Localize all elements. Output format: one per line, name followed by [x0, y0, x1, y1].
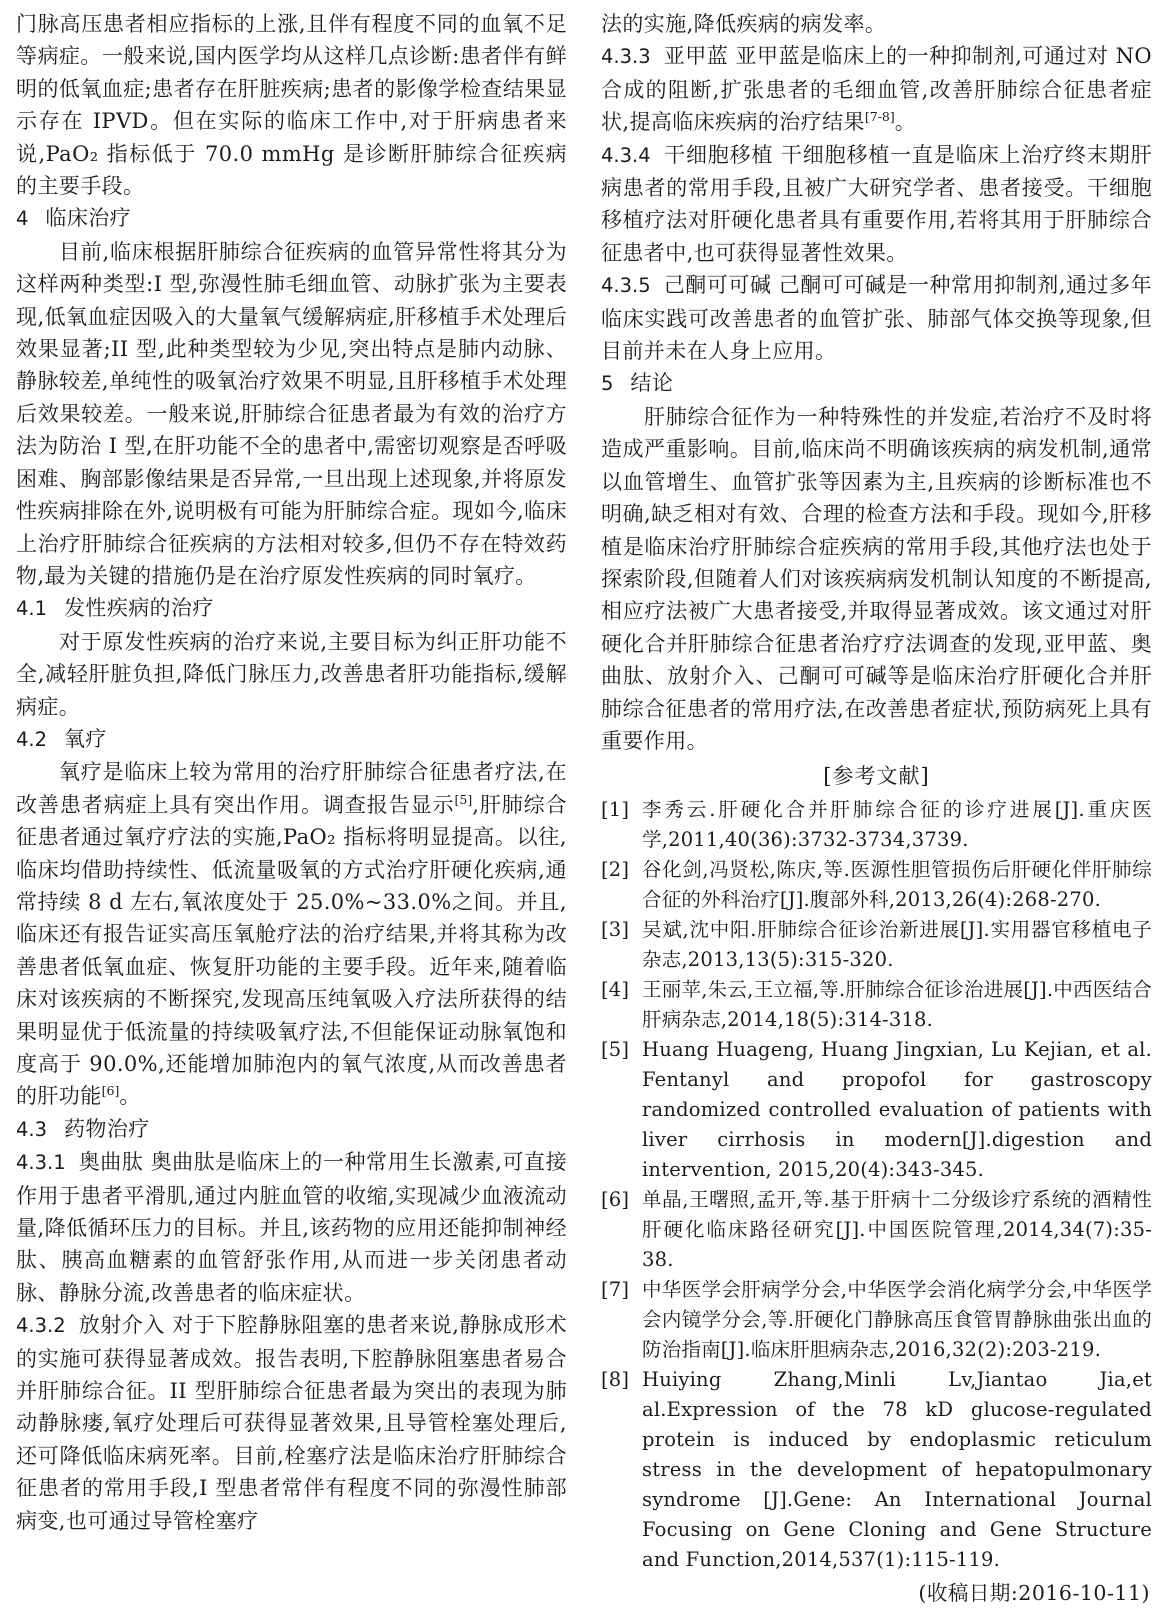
reference-item — [601, 1275, 1152, 1365]
paragraph-text: 对于原发性疾病的治疗来说,主要目标为纠正肝功能不全,减轻肝脏负担,降低门脉压力,改善患者肝功能指标,缓解病症。 — [16, 629, 567, 719]
paragraph-text: 氧疗是临床上较为常用的治疗肝肺综合征患者疗法,在改善患者病症上具有突出作用。调查报告显示 — [16, 760, 567, 817]
section-title: 发性疾病的治疗 — [64, 596, 214, 621]
section-heading — [16, 592, 567, 625]
paragraph-text: ,肝肺综合征患者通过氧疗疗法的实施,PaO₂ 指标将明显提高。以往,临床均借助持续性、低流量吸氧的方式治疗肝硬化疾病,通常持续 8 d 左右,氧浓度处于 25.0%~33.0%之间。并且,临床还有报告证实高压氧舱疗法的治疗结果,并将其称为改善患者低氧血症、恢复肝功能的主要手段。近年来,随着临床对该疾病的不断探究,发现高压纯氧吸入疗法所获得的结果明显优于低流量的持续吸氧疗法,不但能保证动脉氧饱和度高于 90.0%,还能增加肺泡内的氧气浓度,从而改善患者的肝功能 — [16, 792, 567, 1109]
section-number: 4.3 — [16, 1117, 48, 1141]
body-paragraph — [16, 756, 567, 1112]
reference-marker: [6] — [601, 1188, 630, 1212]
paragraph-text: 肝肺综合征作为一种特殊性的并发症,若治疗不及时将造成严重影响。目前,临床尚不明确该疾病的病发机制,通常以血管增生、血管扩张等因素为主,且疾病的诊断标准也不明确,缺乏相对有效、合理的检查方法和手段。现如今,肝移植是临床治疗肝肺综合症疾病的常用手段,其他疗法也处于探索阶段,但随着人们对该疾病病发机制认知度的不断提高,相应疗法被广大患者接受,并取得显著成效。该文通过对肝硬化合并肝肺综合征患者治疗疗法调查的发现,亚甲蓝、奥曲肽、放射介入、己酮可可碱等是临床治疗肝硬化合并肝肺综合征患者的常用疗法,在改善患者症状,预防病死上具有重要作用。 — [601, 404, 1152, 753]
citation-superscript: [6] — [101, 1083, 120, 1099]
section-heading — [601, 367, 1152, 400]
reference-text: 单晶,王曙照,孟开,等.基于肝病十二分级诊疗系统的酒精性肝硬化临床路径研究[J].中国医院管理,2014,34(7):35-38. — [642, 1188, 1152, 1272]
reference-item — [601, 855, 1152, 915]
reference-item — [601, 1365, 1152, 1575]
reference-item — [601, 1185, 1152, 1275]
paragraph-text: 目前,临床根据肝肺综合征疾病的血管异常性将其分为这样两种类型:I 型,弥漫性肺毛细血管、动脉扩张为主要表现,低氧血症因吸入的大量氧气缓解病症,肝移植手术处理后效果显著;II 型,此种类型较为少见,突出特点是肺内动脉、静脉较差,单纯性的吸氧治疗效果不明显,且肝移植手术处理后效果较差。一般来说,肝肺综合征患者最为有效的治疗方法为防治 I 型,在肝功能不全的患者中,需密切观察是否呼吸困难、胸部影像结果是否异常,一旦出现上述现象,并将原发性疾病排除在外,说明极有可能为肝肺综合症。现如今,临床上治疗肝肺综合征疾病的方法相对较多,但仍不存在特效药物,最为关键的措施仍是在治疗原发性疾病的同时氧疗。 — [16, 239, 567, 588]
paragraph-text: 己酮可可碱 己酮可可碱是一种常用抑制剂,通过多年临床实践可改善患者的血管扩张、肺部气体交换等现象,但目前并未在人身上应用。 — [601, 273, 1152, 364]
citation-superscript: [7-8] — [864, 109, 895, 125]
reference-item — [601, 975, 1152, 1035]
body-paragraph — [16, 236, 567, 592]
body-paragraph — [16, 8, 567, 202]
section-title: 氧疗 — [64, 726, 107, 751]
section-heading — [16, 1113, 567, 1146]
reference-text: 中华医学会肝病学分会,中华医学会消化病学分会,中华医学会内镜学分会,等.肝硬化门静脉高压食管胃静脉曲张出血的防治指南[J].临床肝胆病杂志,2016,32(2):203-219. — [642, 1278, 1152, 1362]
subsection-number: 4.3.2 — [16, 1314, 66, 1338]
body-paragraph — [16, 1146, 567, 1309]
section-number: 5 — [601, 372, 614, 396]
subsection-number: 4.3.1 — [16, 1151, 66, 1175]
body-paragraph — [16, 1309, 567, 1537]
citation-superscript: [5] — [454, 791, 473, 807]
reference-marker: [2] — [601, 858, 630, 882]
paragraph-text: 。 — [894, 110, 917, 135]
right-text-column — [601, 8, 1152, 1608]
section-title: 临床治疗 — [45, 206, 132, 231]
reference-marker: [4] — [601, 978, 630, 1002]
body-paragraph — [601, 139, 1152, 270]
section-title: 结论 — [630, 371, 674, 396]
reference-marker: [8] — [601, 1368, 630, 1392]
body-paragraph — [601, 269, 1152, 367]
body-paragraph — [601, 401, 1152, 757]
reference-marker: [3] — [601, 918, 630, 942]
subsection-number: 4.3.3 — [601, 45, 651, 69]
paragraph-text: 门脉高压患者相应指标的上涨,且伴有程度不同的血氧不足等病症。一般来说,国内医学均从这样几点诊断:患者伴有鲜明的低氧血症;患者存在肝脏疾病;患者的影像学检查结果显示存在 IPVD。但在实际的临床工作中,对于肝病患者来说,PaO₂ 指标低于 70.0 mmHg 是诊断肝肺综合征疾病的主要手段。 — [16, 12, 567, 199]
section-number: 4.1 — [16, 597, 48, 621]
section-number: 4 — [16, 207, 29, 231]
left-text-column — [16, 8, 567, 1608]
reference-text: 李秀云.肝硬化合并肝肺综合征的诊疗进展[J].重庆医学,2011,40(36):3732-3734,3739. — [642, 798, 1152, 852]
paragraph-text: 奥曲肽 奥曲肽是临床上的一种常用生长激素,可直接作用于患者平滑肌,通过内脏血管的收缩,实现减少血液流动量,降低循环压力的目标。并且,该药物的应用还能抑制神经肽、胰高血糖素的血管舒张作用,从而进一步关闭患者动脉、静脉分流,改善患者的临床症状。 — [16, 1150, 567, 1305]
paragraph-text: 亚甲蓝 亚甲蓝是临床上的一种抑制剂,可通过对 NO 合成的阻断,扩张患者的毛细血管,改善肝肺综合征患者症状,提高临床疾病的治疗结果 — [601, 44, 1152, 135]
section-heading — [16, 723, 567, 756]
section-title: 药物治疗 — [64, 1116, 150, 1141]
body-paragraph — [601, 8, 1152, 40]
reference-item — [601, 915, 1152, 975]
paragraph-text: 放射介入 对于下腔静脉阻塞的患者来说,静脉成形术的实施可获得显著成效。报告表明,下腔静脉阻塞患者易合并肝肺综合征。II 型肝肺综合征患者最为突出的表现为肺动静脉瘘,氧疗处理后可获得显著效果,且导管栓塞处理后,还可降低临床病死率。目前,栓塞疗法是临床治疗肝肺综合征患者的常用手段,I 型患者常伴有程度不同的弥漫性肺部病变,也可通过导管栓塞疗 — [16, 1313, 567, 1533]
reference-item — [601, 795, 1152, 855]
reference-item — [601, 1035, 1152, 1185]
reference-text: Huiying Zhang,Minli Lv,Jiantao Jia,et al.Expression of the 78 kD glucose-regulated protein is induced by endoplasmic reticulum stress in the development of hepatopulmonary syndrome [J].Gene: An International Journal Focusing on Gene Cloning and Gene Structure and Function,2014,537(1):115-119. — [642, 1368, 1152, 1572]
paragraph-text: 干细胞移植 干细胞移植一直是临床上治疗终末期肝病患者的常用手段,且被广大研究学者、患者接受。干细胞移植疗法对肝硬化患者具有重要作用,若将其用于肝肺综合征患者中,也可获得显著性效果。 — [601, 142, 1152, 265]
reference-marker: [1] — [601, 798, 630, 822]
subsection-number: 4.3.5 — [601, 274, 651, 298]
reference-text: Huang Huageng, Huang Jingxian, Lu Kejian, et al. Fentanyl and propofol for gastroscopy randomized controlled evaluation of patients with liver cirrhosis in modern[J].digestion and intervention, 2015,20(4):343-345. — [642, 1038, 1152, 1182]
reference-text: 谷化剑,冯贤松,陈庆,等.医源性胆管损伤后肝硬化伴肝肺综合征的外科治疗[J].腹部外科,2013,26(4):268-270. — [642, 858, 1152, 912]
paragraph-text: 法的实施,降低疾病的病发率。 — [601, 12, 887, 36]
section-number: 4.2 — [16, 727, 48, 751]
subsection-number: 4.3.4 — [601, 143, 651, 167]
body-paragraph — [601, 40, 1152, 138]
section-heading — [16, 202, 567, 235]
reference-text: 王丽苹,朱云,王立福,等.肝肺综合征诊治进展[J].中西医结合肝病杂志,2014,18(5):314-318. — [642, 978, 1152, 1032]
reference-marker: [7] — [601, 1278, 630, 1302]
references-heading: [参考文献] — [823, 764, 930, 789]
body-paragraph — [16, 626, 567, 723]
paragraph-text: 。 — [119, 1084, 141, 1109]
reference-text: 吴斌,沈中阳.肝肺综合征诊治新进展[J].实用器官移植电子杂志,2013,13(5):315-320. — [642, 918, 1152, 972]
reference-marker: [5] — [601, 1038, 630, 1062]
received-date: (收稿日期:2016-10-11) — [918, 1581, 1150, 1606]
